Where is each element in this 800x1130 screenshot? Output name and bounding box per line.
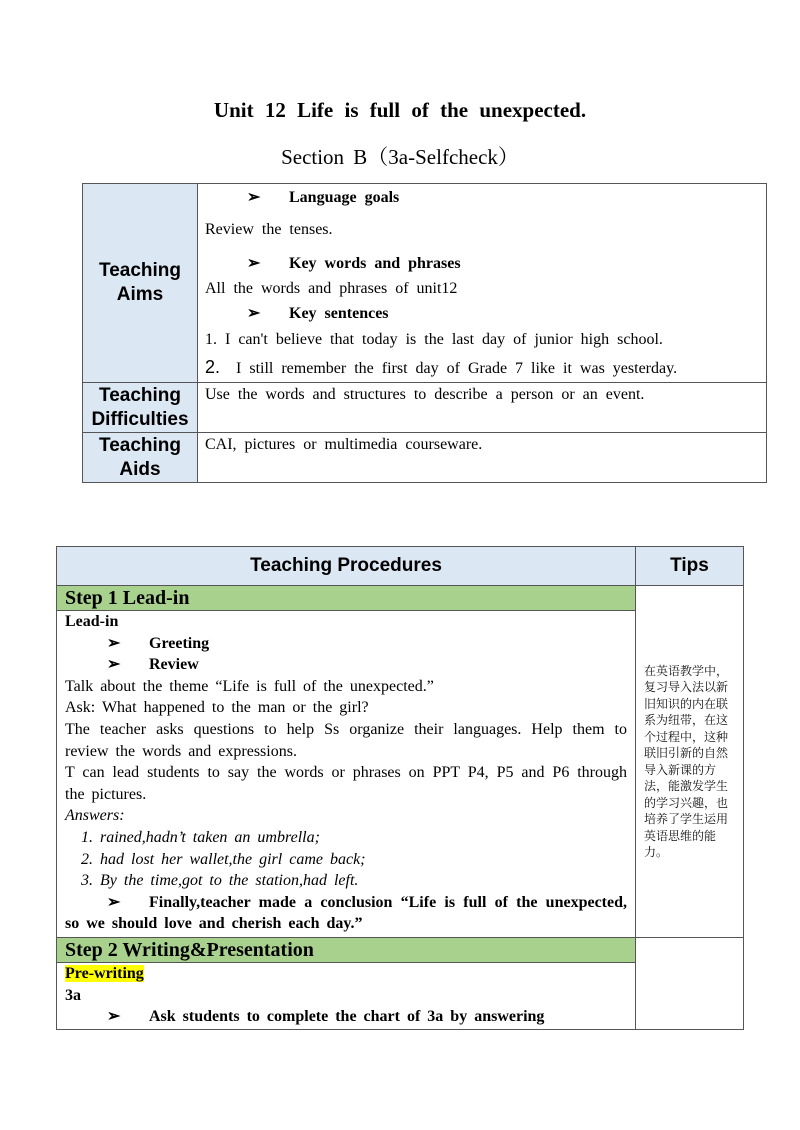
- label-3a: 3a: [65, 986, 81, 1004]
- key-words-heading: ➢ Key words and phrases: [205, 252, 766, 276]
- step1-tips: 在英语教学中，复习导入法以新旧知识的内在联系为纽带，在这个过程中，这种联旧引新的自然导入新课的方法，能激发学生的学习兴趣，也培养了学生运用英语思维的能力。: [636, 586, 744, 938]
- key-words-text: All the words and phrases of unit12: [205, 280, 458, 297]
- step2-body: [57, 963, 636, 1030]
- ask-students-bullet: ➢ Ask students to complete the chart of 3a by answering: [65, 1006, 627, 1028]
- ask-line: Ask: What happened to the man or the girl?: [65, 699, 369, 717]
- teacher-line: The teacher asks questions to help Ss organize their languages. Help them to review the words and expressions.: [65, 720, 627, 760]
- teaching-aims-table: [82, 183, 767, 483]
- arrow-bullet-icon: ➢: [107, 893, 121, 911]
- teaching-aids-text: CAI, pictures or multimedia courseware.: [198, 433, 767, 483]
- answer-3: 3. By the time,got to the station,had left.: [81, 872, 359, 890]
- teaching-aids-label-text: Teaching Aids: [99, 435, 181, 480]
- arrow-bullet-icon: ➢: [107, 634, 121, 652]
- teaching-aims-label-text: Teaching Aims: [99, 260, 181, 305]
- tips-header: Tips: [636, 547, 744, 586]
- teaching-aids-label: [83, 433, 198, 483]
- arrow-bullet-icon: ➢: [107, 1008, 121, 1026]
- step2-title: Step 2 Writing&Presentation: [57, 938, 636, 963]
- arrow-bullet-icon: ➢: [247, 255, 261, 272]
- pre-writing-line: [65, 963, 627, 985]
- key-sentences-heading: ➢ Key sentences: [205, 302, 766, 326]
- teaching-difficulties-label: [83, 383, 198, 433]
- document-title: Unit 12 Life is full of the unexpected.: [213, 98, 587, 122]
- procedures-header: Teaching Procedures: [57, 547, 636, 586]
- key-sentence-2-number: 2.: [205, 357, 221, 377]
- teaching-aims-label: [83, 184, 198, 383]
- key-sentence-2-text: I still remember the first day of Grade 7 like it was yesterday.: [236, 360, 678, 377]
- conclusion-bullet: ➢ Finally,teacher made a conclusion “Life is full of the unexpected, so we should love and cherish each day.”: [65, 893, 627, 933]
- arrow-bullet-icon: ➢: [247, 189, 261, 206]
- document-subtitle: Section B（3a-Selfcheck）: [281, 145, 519, 169]
- talk-line: Talk about the theme “Life is full of the unexpected.”: [65, 677, 434, 695]
- pre-writing-label: Pre-writing: [65, 965, 144, 982]
- answer-2: 2. had lost her wallet,the girl came back;: [81, 850, 366, 868]
- teaching-procedures-table: [56, 546, 744, 1030]
- language-goals-text: Review the tenses.: [205, 221, 333, 238]
- review-bullet: ➢ Review: [65, 654, 627, 676]
- teaching-difficulties-text: Use the words and structures to describe a person or an event.: [198, 383, 767, 433]
- teaching-difficulties-label-text: Teaching Difficulties: [91, 385, 189, 430]
- answer-1: 1. rained,hadn’t taken an umbrella;: [81, 828, 320, 846]
- arrow-bullet-icon: ➢: [247, 305, 261, 322]
- teaching-aims-content: [198, 184, 767, 383]
- arrow-bullet-icon: ➢: [107, 656, 121, 674]
- key-sentence-2: [205, 354, 766, 382]
- step1-title: Step 1 Lead-in: [57, 586, 636, 611]
- answers-label: Answers:: [65, 807, 125, 825]
- lead-line: T can lead students to say the words or phrases on PPT P4, P5 and P6 through the pictures.: [65, 764, 627, 803]
- step1-body: [57, 611, 636, 938]
- lead-in-subheading: Lead-in: [65, 613, 119, 630]
- step2-tips: [636, 938, 744, 1030]
- key-sentence-1: 1. I can't believe that today is the last day of junior high school.: [205, 331, 663, 348]
- greeting-bullet: ➢ Greeting: [65, 633, 627, 655]
- language-goals-heading: ➢ Language goals: [205, 186, 766, 210]
